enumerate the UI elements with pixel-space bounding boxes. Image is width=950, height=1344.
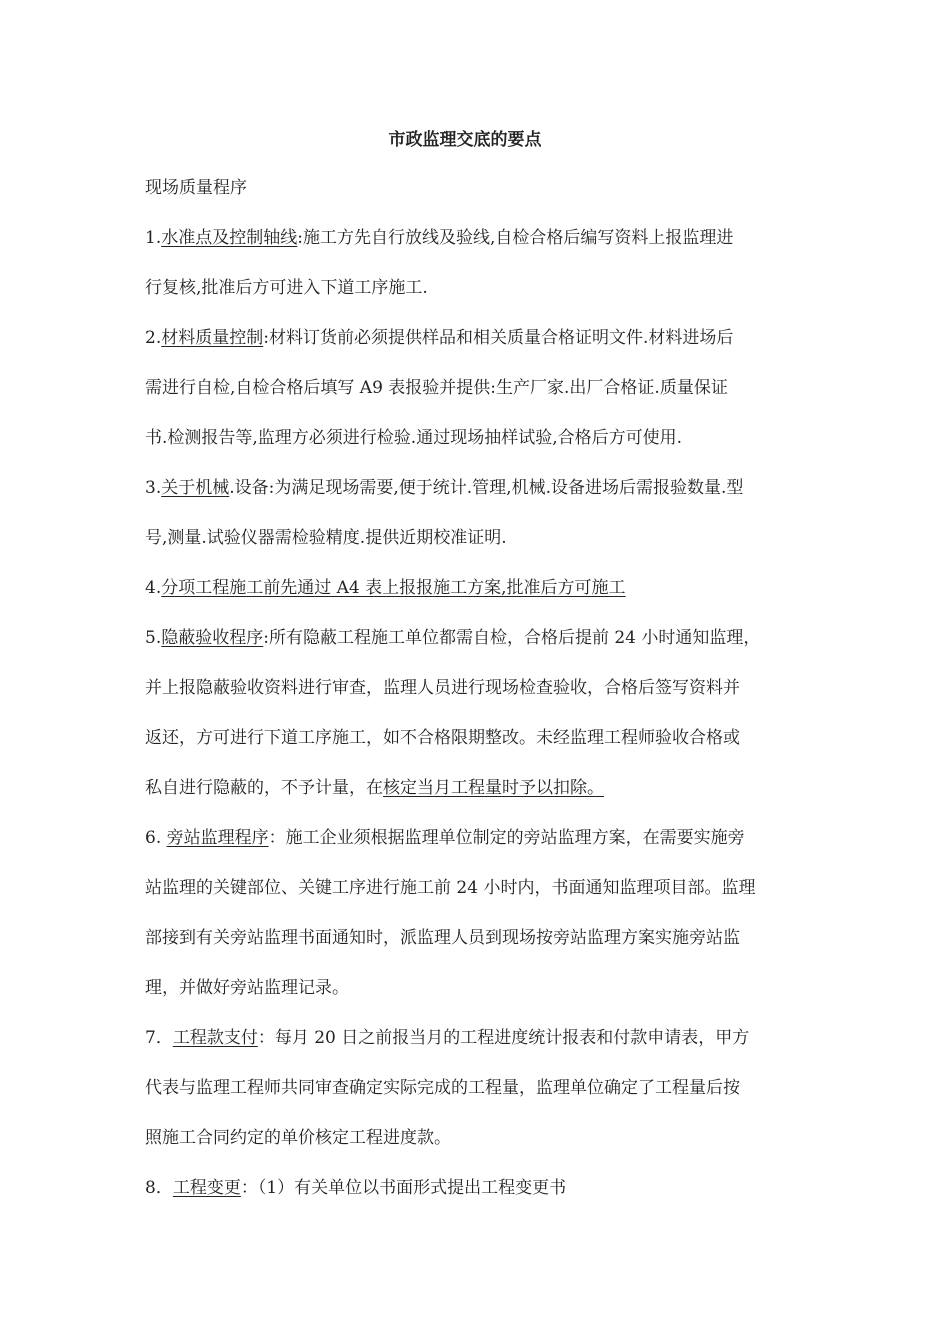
item-continuation: 照施工合同约定的单价核定工程进度款。 [145,1128,451,1148]
item-continuation: 书.检测报告等,监理方必须进行检验.通过现场抽样试验,合格后方可使用. [145,428,683,448]
item-underlined-text: 核定当月工程量时予以扣除。 [383,778,604,798]
item-body: ：施工企业须根据监理单位制定的旁站监理方案，在需要实施旁 [268,828,745,848]
list-item-3 [145,476,743,500]
item-number: 1. [145,228,162,248]
list-item-2 [145,326,733,350]
item-continuation [145,776,604,800]
item-heading: 水准点及控制轴线 [161,228,298,248]
item-body: :所有隐蔽工程施工单位都需自检，合格后提前 24 小时通知监理， [263,628,761,648]
item-continuation: 代表与监理工程师共同审查确定实际完成的工程量，监理单位确定了工程量后按 [145,1078,740,1098]
item-continuation: 站监理的关键部位、关键工序进行施工前 24 小时内，书面通知监理项目部。监理 [145,878,756,898]
item-number: 4. [145,578,162,598]
item-heading: 材料质量控制 [161,328,264,348]
item-continuation: 需进行自检,自检合格后填写 A9 表报验并提供:生产厂家.出厂合格证.质量保证 [145,378,728,398]
item-body: 私自进行隐蔽的，不予计量，在 [145,778,383,798]
item-number: 6. [145,828,167,848]
list-item-1 [145,226,733,250]
list-item-6 [145,826,745,850]
item-heading: 旁站监理程序 [166,828,269,848]
item-body: .设备:为满足现场需要,便于统计.管理,机械.设备进场后需报验数量.型 [229,478,744,498]
list-item-4 [145,576,626,600]
item-continuation: 部接到有关旁站监理书面通知时，派监理人员到现场按旁站监理方案实施旁站监 [145,928,740,948]
item-heading: 关于机械 [161,478,230,498]
item-continuation: 行复核,批准后方可进入下道工序施工. [145,278,428,298]
item-body: :材料订货前必须提供样品和相关质量合格证明文件.材料进场后 [263,328,734,348]
section-subtitle: 现场质量程序 [145,178,247,198]
item-number: 3. [145,478,162,498]
item-continuation: 返还，方可进行下道工序施工，如不合格限期整改。未经监理工程师验收合格或 [145,728,740,748]
item-heading: 工程变更 [172,1178,241,1198]
item-number: 5. [145,628,162,648]
item-heading: 隐蔽验收程序 [161,628,264,648]
item-continuation: 并上报隐蔽验收资料进行审查，监理人员进行现场检查验收，合格后签写资料并 [145,678,740,698]
item-body: :施工方先自行放线及验线,自检合格后编写资料上报监理进 [297,228,734,248]
item-body: ：每月 20 日之前报当月的工程进度统计报表和付款申请表，甲方 [257,1028,750,1048]
list-item-7 [145,1026,749,1050]
item-continuation: 号,测量.试验仪器需检验精度.提供近期校准证明. [145,528,507,548]
list-item-5 [145,626,760,650]
item-heading: 工程款支付 [172,1028,258,1048]
list-item-8 [145,1176,566,1200]
document-title: 市政监理交底的要点 [388,130,542,150]
item-heading: 分项工程施工前先通过 A4 表上报报施工方案,批准后方可施工 [161,578,626,598]
item-body: ：（1）有关单位以书面形式提出工程变更书 [240,1178,567,1198]
item-number: 8． [145,1178,173,1198]
item-continuation: 理，并做好旁站监理记录。 [145,978,349,998]
item-number: 7． [145,1028,173,1048]
item-number: 2. [145,328,162,348]
